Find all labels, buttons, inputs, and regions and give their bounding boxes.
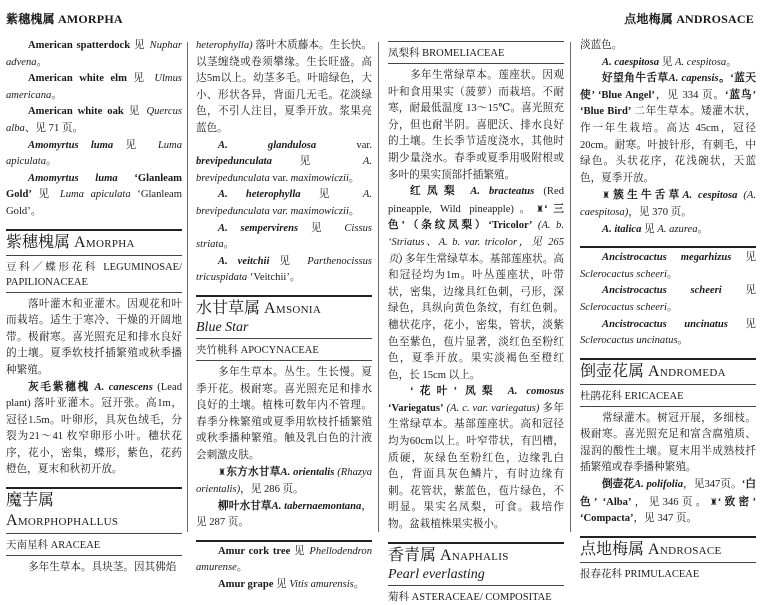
family-label: 凤梨科 BROMELIACEAE [388, 48, 505, 59]
genus-description: 常绿灌木。树冠开展，多细枝。极耐寒。喜光照充足和富含腐殖质、湿润的酸性土壤。夏末用半成熟枝扦插繁殖或春季播种繁殖。 [580, 412, 756, 474]
family-label: 夹竹桃科 APOCYNACEAE [196, 344, 319, 356]
cross-reference-entry: A. caespitosa 见 A. cespitosa。 [602, 56, 737, 68]
family-label: 报春花科 PRIMULACEAE [580, 568, 700, 580]
cross-reference-entry: Amur grape 见 Vitis amurensis。 [218, 579, 365, 591]
cross-reference-entry: American white elm 见 Ulmus americana。 [6, 73, 182, 101]
section-rule [388, 585, 564, 586]
section-rule [580, 406, 756, 407]
section-rule [196, 360, 372, 361]
genus-heading: 紫穗槐属 Amorpha [6, 233, 135, 251]
cross-reference-entry: A. sempervirens 见 Cissus striata。 [196, 222, 372, 251]
column-3 [388, 38, 565, 603]
family-label: 豆科／蝶形花科 LEGUMINOSAE/ PAPILIONACEAE [6, 261, 182, 288]
section-rule [6, 555, 182, 556]
genus-description: 多年生草本。具块茎。因其佛焰 [28, 562, 177, 574]
section-rule [580, 536, 756, 538]
column-4 [580, 38, 757, 580]
family-label: 菊科 ASTERACEAE/ COMPOSITAE [388, 591, 552, 603]
cross-reference-entry: Amomyrtus luma 见 Luma apiculata。 [6, 139, 182, 168]
column-1 [6, 38, 183, 574]
species-entry: 灰毛紫穗槐 A. canescens (Lead plant) 落叶亚灌木。冠开张。高1m，冠径1.5m。叶卵形，具灰色绒毛，分裂为21～41 枚窄卵形小叶。穗状花序，花小，密集，蝶形，紫色，花药橙色，夏末和秋初开放。 [6, 381, 182, 476]
genus-heading: 香青属 Anaphalis [388, 546, 509, 564]
cross-reference-entry: Ancistrocactus uncinatus 见 Sclerocactus uncinatus。 [580, 318, 756, 347]
genus-description: 多年生常绿草本。莲座状。因观叶和食用果实（菠萝）而栽培。不耐寒，耐最低温度 13～15℃。喜光照充分，但也耐半阴。喜肥沃、排水良好的土壤。生长季节适度浇水，其他时期少量浇水。春季或夏季用吸附根或多叶的果实顶部扦插繁殖。 [388, 70, 564, 181]
common-name: Pearl everlasting [388, 566, 485, 582]
column-divider [378, 42, 379, 532]
genus-description: 落叶灌木和亚灌木。因观花和叶而栽培。适生于寒冷、干燥的开阔地带。极耐寒。喜光照充足和排水良好的土壤。夏季软枝扦插繁殖或秋季播种繁殖。 [6, 298, 182, 376]
cross-reference-entry: Ancistrocactus scheeri 见 Sclerocactus scheeri。 [580, 285, 756, 313]
species-entry-continued: 淡蓝色。 [580, 40, 623, 51]
species-entry: ♜簇生牛舌草A. cespitosa (A. caespitosa)，见 370 页。 [580, 190, 757, 218]
cross-reference-entry: A. italica 见 A. azurea。 [602, 223, 709, 235]
cross-reference-entry: A. veitchii 见 Parthenocissus tricuspidata ‘Veitchii’。 [196, 255, 373, 284]
species-entry: ‘花叶’ 凤梨 A. comosus ‘Variegatus’ (A. c. var. variegatus) 多年生常绿草本。基部莲座状。高和冠径均为60cm以上。叶窄带状，有凹槽，质硬，灰绿色至粉红色，边缘乳白色，背面具灰色鳞片，有时边缘有刺。花管状，紫蓝色，苞片绿色，不明显。果实名凤梨，可食。栽培作物。盆栽植株果实极小。 [388, 386, 564, 531]
genus-heading: 点地梅属 Androsace [580, 540, 722, 558]
award-icon: ♜ [709, 496, 718, 507]
section-rule [580, 246, 756, 248]
section-rule [196, 540, 372, 542]
species-entry: 倒壶花A. polifolia，见347页。‘白色’ ‘Alba’，见346页。♜‘致密’ ‘Compacta’，见 347 页。 [580, 479, 757, 525]
section-rule [6, 487, 182, 489]
family-label: 杜鹃花科 ERICACEAE [580, 390, 684, 402]
cross-reference-entry: A. heterophylla 见 A. brevipedunculata var. maximowiczii。 [196, 189, 372, 217]
cross-reference-entry: Amur cork tree 见 Phellodendron amurense。 [196, 545, 372, 574]
section-rule [6, 255, 182, 256]
running-head-left: 紫穗槐属 AMORPHA [6, 12, 123, 26]
column-2 [196, 38, 373, 591]
section-rule [6, 292, 182, 293]
award-icon: ♜ [536, 203, 545, 214]
running-head-right: 点地梅属 ANDROSACE [624, 12, 754, 26]
section-rule [388, 63, 564, 64]
species-entry: 好望角牛舌草A. capensis。‘蓝天使’ ‘Blue Angel’，见 334 页。‘蓝鸟’ ‘Blue Bird’ 二年生草本。矮灌木状，作一年生栽培。高达 45cm，冠径 20cm。耐寒。叶披针形，有刺毛，中绿色。头状花序，花浅碗状，天蓝色，夏季开放。 [580, 73, 756, 184]
section-rule [580, 562, 756, 563]
genus-heading: 水甘草属 Amsonia [196, 299, 322, 317]
genus-heading: 魔芋属 Amorphophallus [6, 492, 119, 530]
species-entry-continued: heterophylla) 落叶木质藤本。生长快。以茎缠绕或卷须攀缘。生长旺盛。高达5m以上。幼茎多毛。叶暗绿色，大小、形状各异，背面几无毛。花淡绿色，不引人注目，夏季开放。浆果亮蓝色。 [196, 40, 372, 134]
section-rule [196, 338, 372, 339]
genus-description: 多年生草本。丛生。生长慢。夏季开花。极耐寒。喜光照充足和排水良好的土壤。植株可数年内不管理。春季分株繁殖或夏季用软枝扦插繁殖或秋季播种繁殖。触及乳白色的汁液会刺激皮肤。 [196, 366, 372, 461]
cross-reference-entry: Ancistrocactus megarhizus 见 Sclerocactus scheeri。 [580, 252, 756, 280]
cross-reference-entry: A. glandulosa var. brevipedunculata 见 A. brevipedunculata var. maximowiczii。 [196, 139, 372, 184]
family-label: 天南星科 ARACEAE [6, 540, 101, 552]
column-divider [570, 42, 571, 532]
award-icon: ♜ [602, 190, 611, 201]
section-rule [388, 41, 564, 42]
section-rule [388, 542, 564, 544]
cross-reference-entry: American spatterdock 见 Nuphar advena。 [6, 40, 183, 68]
genus-heading: 倒壶花属 Andromeda [580, 362, 726, 380]
species-entry: 红凤梨 A. bracteatus (Red pineapple, Wild pineapple)。♜‘三色’（条纹凤梨）‘Tricolor’ (A. b. ‘Striatus、A. b. var. tricolor，见 265 页) 多年生常绿草本。基部莲座状。高和冠径均为1m。叶丛莲座状，叶带状，密集，边缘具红色刺，弓形，深绿色，具纵向黄色条纹，有红色刺。穗状花序，花小，密集，管状，淡紫色至紫色，苞片显著，淡红色至粉红色，夏季开放。果实淡褐色至橙红色，长 15cm 以上。 [388, 186, 565, 381]
species-entry: ♜东方水甘草A. orientalis (Rhazya orientalis)，见 286 页。 [196, 467, 372, 496]
section-rule [580, 358, 756, 360]
column-divider [187, 42, 188, 532]
cross-reference-entry: Amomyrtus luma ‘Glanleam Gold’ 见 Luma apiculata ‘Glanleam Gold’。 [6, 172, 183, 217]
cross-reference-entry: American white oak 见 Quercus alba、见 71 页。 [6, 106, 182, 134]
award-icon: ♜ [218, 467, 227, 478]
section-rule [196, 295, 372, 297]
species-entry: 柳叶水甘草A. tabernaemontana，见 287 页。 [196, 500, 372, 529]
common-name: Blue Star [196, 319, 249, 335]
section-rule [6, 229, 182, 231]
section-rule [6, 533, 182, 534]
section-rule [580, 384, 756, 385]
